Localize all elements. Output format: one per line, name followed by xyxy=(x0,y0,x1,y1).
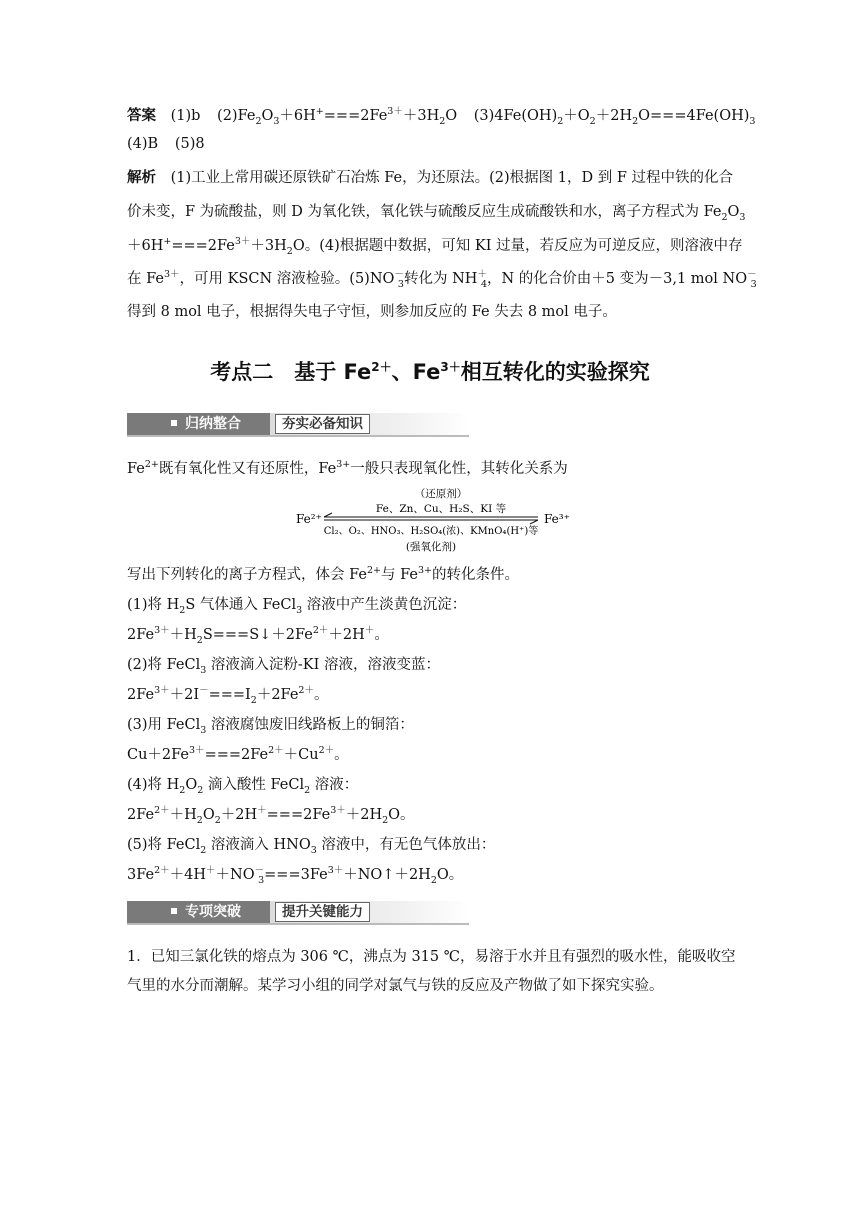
banner-summary xyxy=(127,413,469,435)
analysis-line-1: 解析 (1)工业上常用碳还原铁矿石冶炼 Fe，为还原法。(2)根据图 1，D 到 F 过程中铁的化合 xyxy=(127,169,733,186)
diagram-bottom-label: (强氧化剂) xyxy=(405,541,457,553)
banner-practice-dark: 专项突破 xyxy=(127,901,270,923)
diagram-right-species: Fe³⁺ xyxy=(544,512,570,526)
analysis-line-2: 价未变，F 为硫酸盐，则 D 为氧化铁，氧化铁与硫酸反应生成硫酸铁和水，离子方程式为 $Fe_2O_3$ xyxy=(127,204,746,223)
answer-part-2: $(2)Fe_2O_3+6H^+===2Fe^{3+}+3H_2O$ xyxy=(217,106,458,127)
item-5-question: (5)将 FeCl$_2$ 溶液滴入 $HNO_3$ 溶液中，有无色气体放出： xyxy=(127,837,496,856)
banner-summary-dark: 归纳整合 xyxy=(127,413,270,435)
answer-part-4: (4)B xyxy=(127,136,159,152)
analysis-label: 解析 xyxy=(127,169,156,186)
intro-line: $Fe^{2+}$既有氧化性又有还原性，$Fe^{3+}$一般只表现氧化性，其转化关系为 xyxy=(127,459,568,477)
answer-line-2 xyxy=(127,134,205,154)
answer-part-1: (1)b xyxy=(170,108,201,124)
item-4-equation: $2Fe^{2+}+H_2O_2+2H^+===2Fe^{3+}+2H_2O$。 xyxy=(127,805,415,826)
problem-line-2: 气里的水分而潮解。某学习小组的同学对氯气与铁的反应及产物做了如下探究实验。 xyxy=(127,978,664,994)
prompt-line: 写出下列转化的离子方程式，体会 $Fe^{2+}$与 $Fe^{3+}$的转化条件。 xyxy=(127,565,519,583)
analysis-line-5: 得到 8 mol 电子，根据得失电子守恒，则参加反应的 Fe 失去 8 mol 电子。 xyxy=(127,304,617,320)
diagram-top-reagents: Fe、Zn、Cu、H₂S、KI 等 xyxy=(375,503,507,515)
analysis-line-4: 在 $Fe^{3+}$，可用 KSCN 溶液检验。$(5)NO^-_3$转化为 $NH^+_4$，N 的化合价由＋5 变为－3,1 mol $NO^-_3$ xyxy=(127,269,757,290)
fe-conversion-diagram xyxy=(296,486,586,556)
section-title: 考点二 基于 $Fe^{2+}$、$Fe^{3+}$相互转化的实验探究 xyxy=(210,360,650,384)
banner-summary-box: 夯实必备知识 xyxy=(275,414,370,434)
item-2-equation: $2Fe^{3+}+2I^-===I_2+2Fe^{2+}$。 xyxy=(127,685,329,706)
banner-practice-box: 提升关键能力 xyxy=(275,902,370,922)
item-5-equation: $3Fe^{2+}+4H^++NO^-_3===3Fe^{3+}+NO↑+2H_2O$。 xyxy=(127,865,464,886)
diagram-bottom-reagents: Cl₂、O₂、HNO₃、H₂SO₄(浓)、KMnO₄(H⁺)等 xyxy=(323,526,539,537)
answer-part-5: (5)8 xyxy=(174,136,205,152)
diagram-top-label: （还原剂） xyxy=(414,488,468,500)
problem-line-1: 1．已知三氯化铁的熔点为 306 ℃，沸点为 315 ℃，易溶于水并且有强烈的吸水性，能吸收空 xyxy=(127,949,736,965)
answer-part-3: $(3)4Fe(OH)_2+O_2+2H_2O===4Fe(OH)_3$ xyxy=(473,108,756,127)
item-3-equation: $Cu+2Fe^{3+}===2Fe^{2+}+Cu^{2+}$。 xyxy=(127,745,349,763)
diagram-left-species: Fe²⁺ xyxy=(296,512,322,526)
item-4-question: (4)将 $H_2O_2$ 滴入酸性 FeCl$_2$ 溶液： xyxy=(127,777,359,796)
answer-line xyxy=(127,106,755,126)
item-1-question: (1)将 $H_2S$ 气体通入 FeCl$_3$ 溶液中产生淡黄色沉淀： xyxy=(127,597,467,616)
item-1-equation: $2Fe^{3+}+H_2S===S↓+2Fe^{2+}+2H^+$。 xyxy=(127,625,389,646)
item-2-question: (2)将 FeCl$_3$ 溶液滴入淀粉-KI 溶液，溶液变蓝： xyxy=(127,657,440,676)
item-3-question: (3)用 FeCl$_3$ 溶液腐蚀废旧线路板上的铜箔： xyxy=(127,717,414,736)
banner-practice xyxy=(127,901,469,923)
answer-label: 答案 xyxy=(127,107,156,124)
analysis-line-3: $+6H^+===2Fe^{3+}+3H_2O$。(4)根据题中数据，可知 KI 过量，若反应为可逆反应，则溶液中存 xyxy=(127,236,743,257)
